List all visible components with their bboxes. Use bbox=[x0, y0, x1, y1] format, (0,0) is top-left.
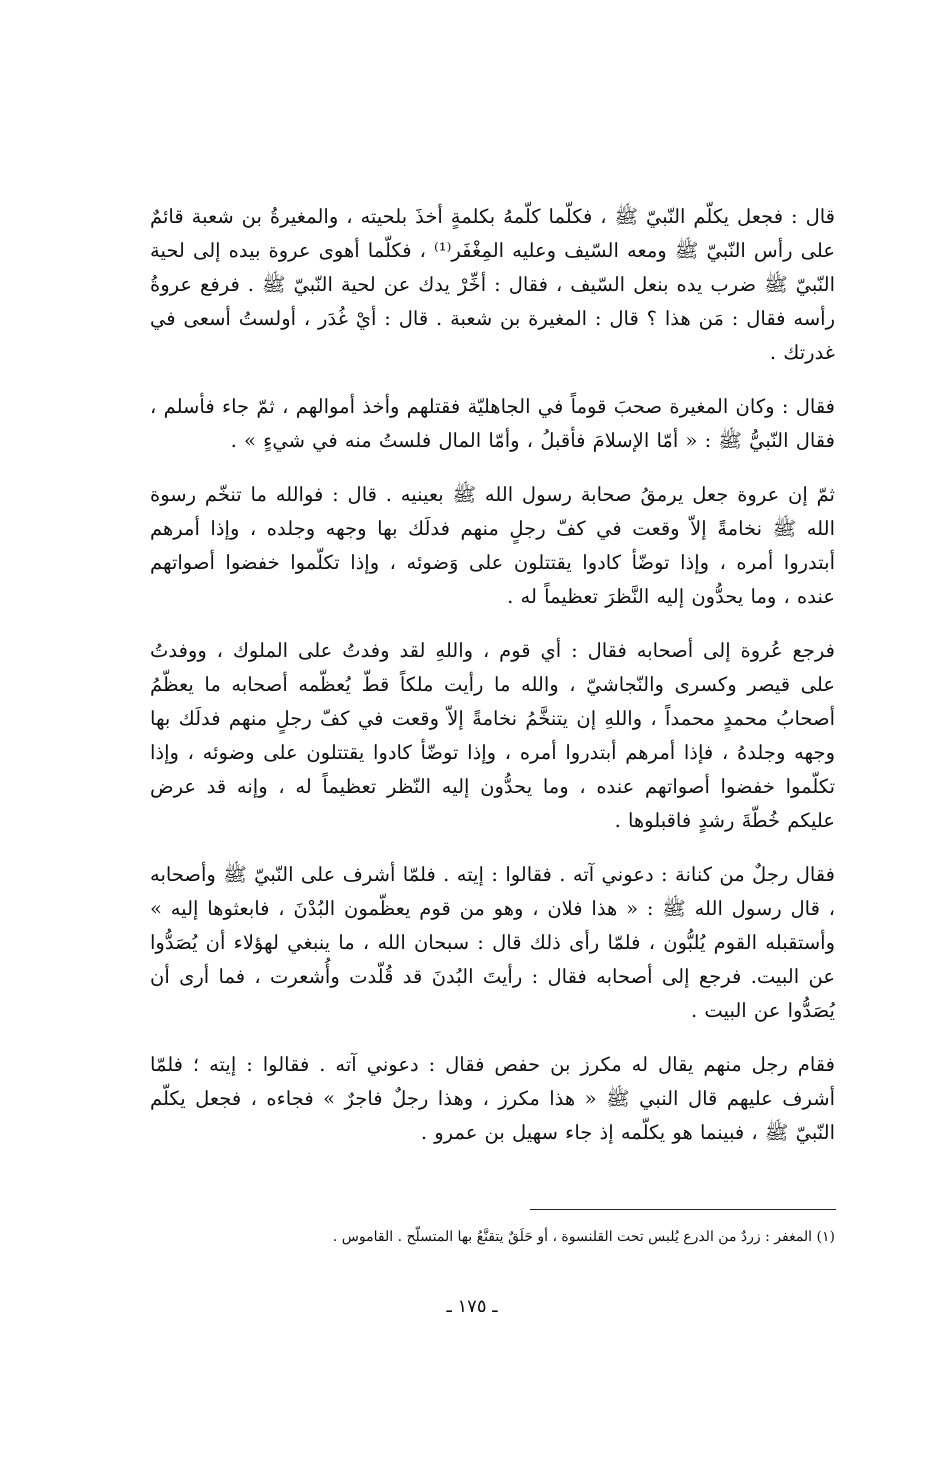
page-number: ـ ١٧٥ ـ bbox=[446, 1296, 498, 1317]
paragraph-3: ثمّ إن عروة جعل يرمقُ صحابة رسول الله ﷺ بعينيه . قال : فوالله ما تنخّم رسوة الله ﷺ نخامةً إلاّ وقعت في كفّ رجلٍ منهم فدلَك بها وجهه وجلده ، وإذا أمرهم أبتدروا أمره ، وإذا توضّأ كادوا يقتتلون على وَضوئه ، وإذا تكلّموا خفضوا أصواتهم عنده ، وما يحدُّون إليه النَّظرَ تعظيماً له . bbox=[150, 483, 835, 608]
paragraph-6: فقام رجل منهم يقال له مكرز بن حفص فقال : دعوني آته . فقالوا : إيته ؛ فلمّا أشرف عليهم قال النبي ﷺ « هذا مكرز ، وهذا رجلٌ فاجرٌ » فجاءه ، فجعل يكلّم النّبيّ ﷺ ، فبينما هو يكلّمه إذ جاء سهيل بن عمرو . bbox=[150, 1053, 835, 1144]
footnote: (١) المغفر : زردٌ من الدرع يُلبس تحت القلنسوة ، أو حَلَقٌ يتقنَّعُ بها المتسلّح . القاموس . bbox=[332, 1229, 835, 1245]
paragraph-2: فقال : وكان المغيرة صحبَ قوماً في الجاهليّة فقتلهم وأخذ أموالهم ، ثمّ جاء فأسلم ، فقال النّبيُّ ﷺ : « أمّا الإسلامَ فأقبلُ ، وأمّا المال فلستُ منه في شيءٍ » . bbox=[150, 395, 835, 452]
page-body bbox=[150, 200, 835, 1170]
footnote-divider bbox=[530, 1209, 836, 1210]
paragraph-5: فقال رجلٌ من كنانة : دعوني آته . فقالوا : إيته . فلمّا أشرف على النّبيّ ﷺ وأصحابه ، قال رسول الله ﷺ : « هذا فلان ، وهو من قوم يعظّمون البُدْنَ ، فابعثوها إليه » وأستقبله القوم يُلبُّون ، فلمّا رأى ذلك قال : سبحان الله ، ما ينبغي لهؤلاء أن يُصَدُّوا عن البيت. فرجع إلى أصحابه فقال : رأيتَ البُدنَ قد قُلّدت وأُشعرت ، فما أرى أن يُصَدُّوا عن البيت . bbox=[150, 863, 835, 1022]
paragraph-4: فرجع عُروة إلى أصحابه فقال : أي قوم ، واللهِ لقد وفدتُ على الملوك ، ووفدتُ على قيصر وكسرى والنّجاشيّ ، والله ما رأيت ملكاً قطّ يُعظّمه أصحابه ما يعظّمُ أصحابُ محمدٍ محمداً ، واللهِ إن يتنخَّمُ نخامةً إلاّ وقعت في كفّ رجلٍ منهم فدلَك بها وجهه وجلدهُ ، فإذا أمرهم أبتدروا أمره ، وإذا توضّأ كادوا يقتتلون على وضوئه ، وإذا تكلّموا خفضوا أصواتهم عنده ، وما يحدُّون إليه النّظر تعظيماً له ، وإنه قد عرض عليكم خُطّةَ رشدٍ فاقبلوها . bbox=[150, 639, 835, 832]
paragraph-1: قال : فجعل يكلّم النّبيّ ﷺ ، فكلّما كلّمهُ بكلمةٍ أخذَ بلحيته ، والمغيرةُ بن شعبة قائمٌ على رأس النّبيّ ﷺ ومعه السّيف وعليه المِغْفَر⁽¹⁾ ، فكلّما أهوى عروة بيده إلى لحية النّبيّ ﷺ ضرب يده بنعل السّيف ، فقال : أخِّرْ يدك عن لحية النّبيّ ﷺ . فرفع عروةُ رأسه فقال : مَن هذا ؟ قال : المغيرة بن شعبة . قال : أيْ غُدَر ، أولستُ أسعى في غدرتك . bbox=[150, 205, 835, 364]
